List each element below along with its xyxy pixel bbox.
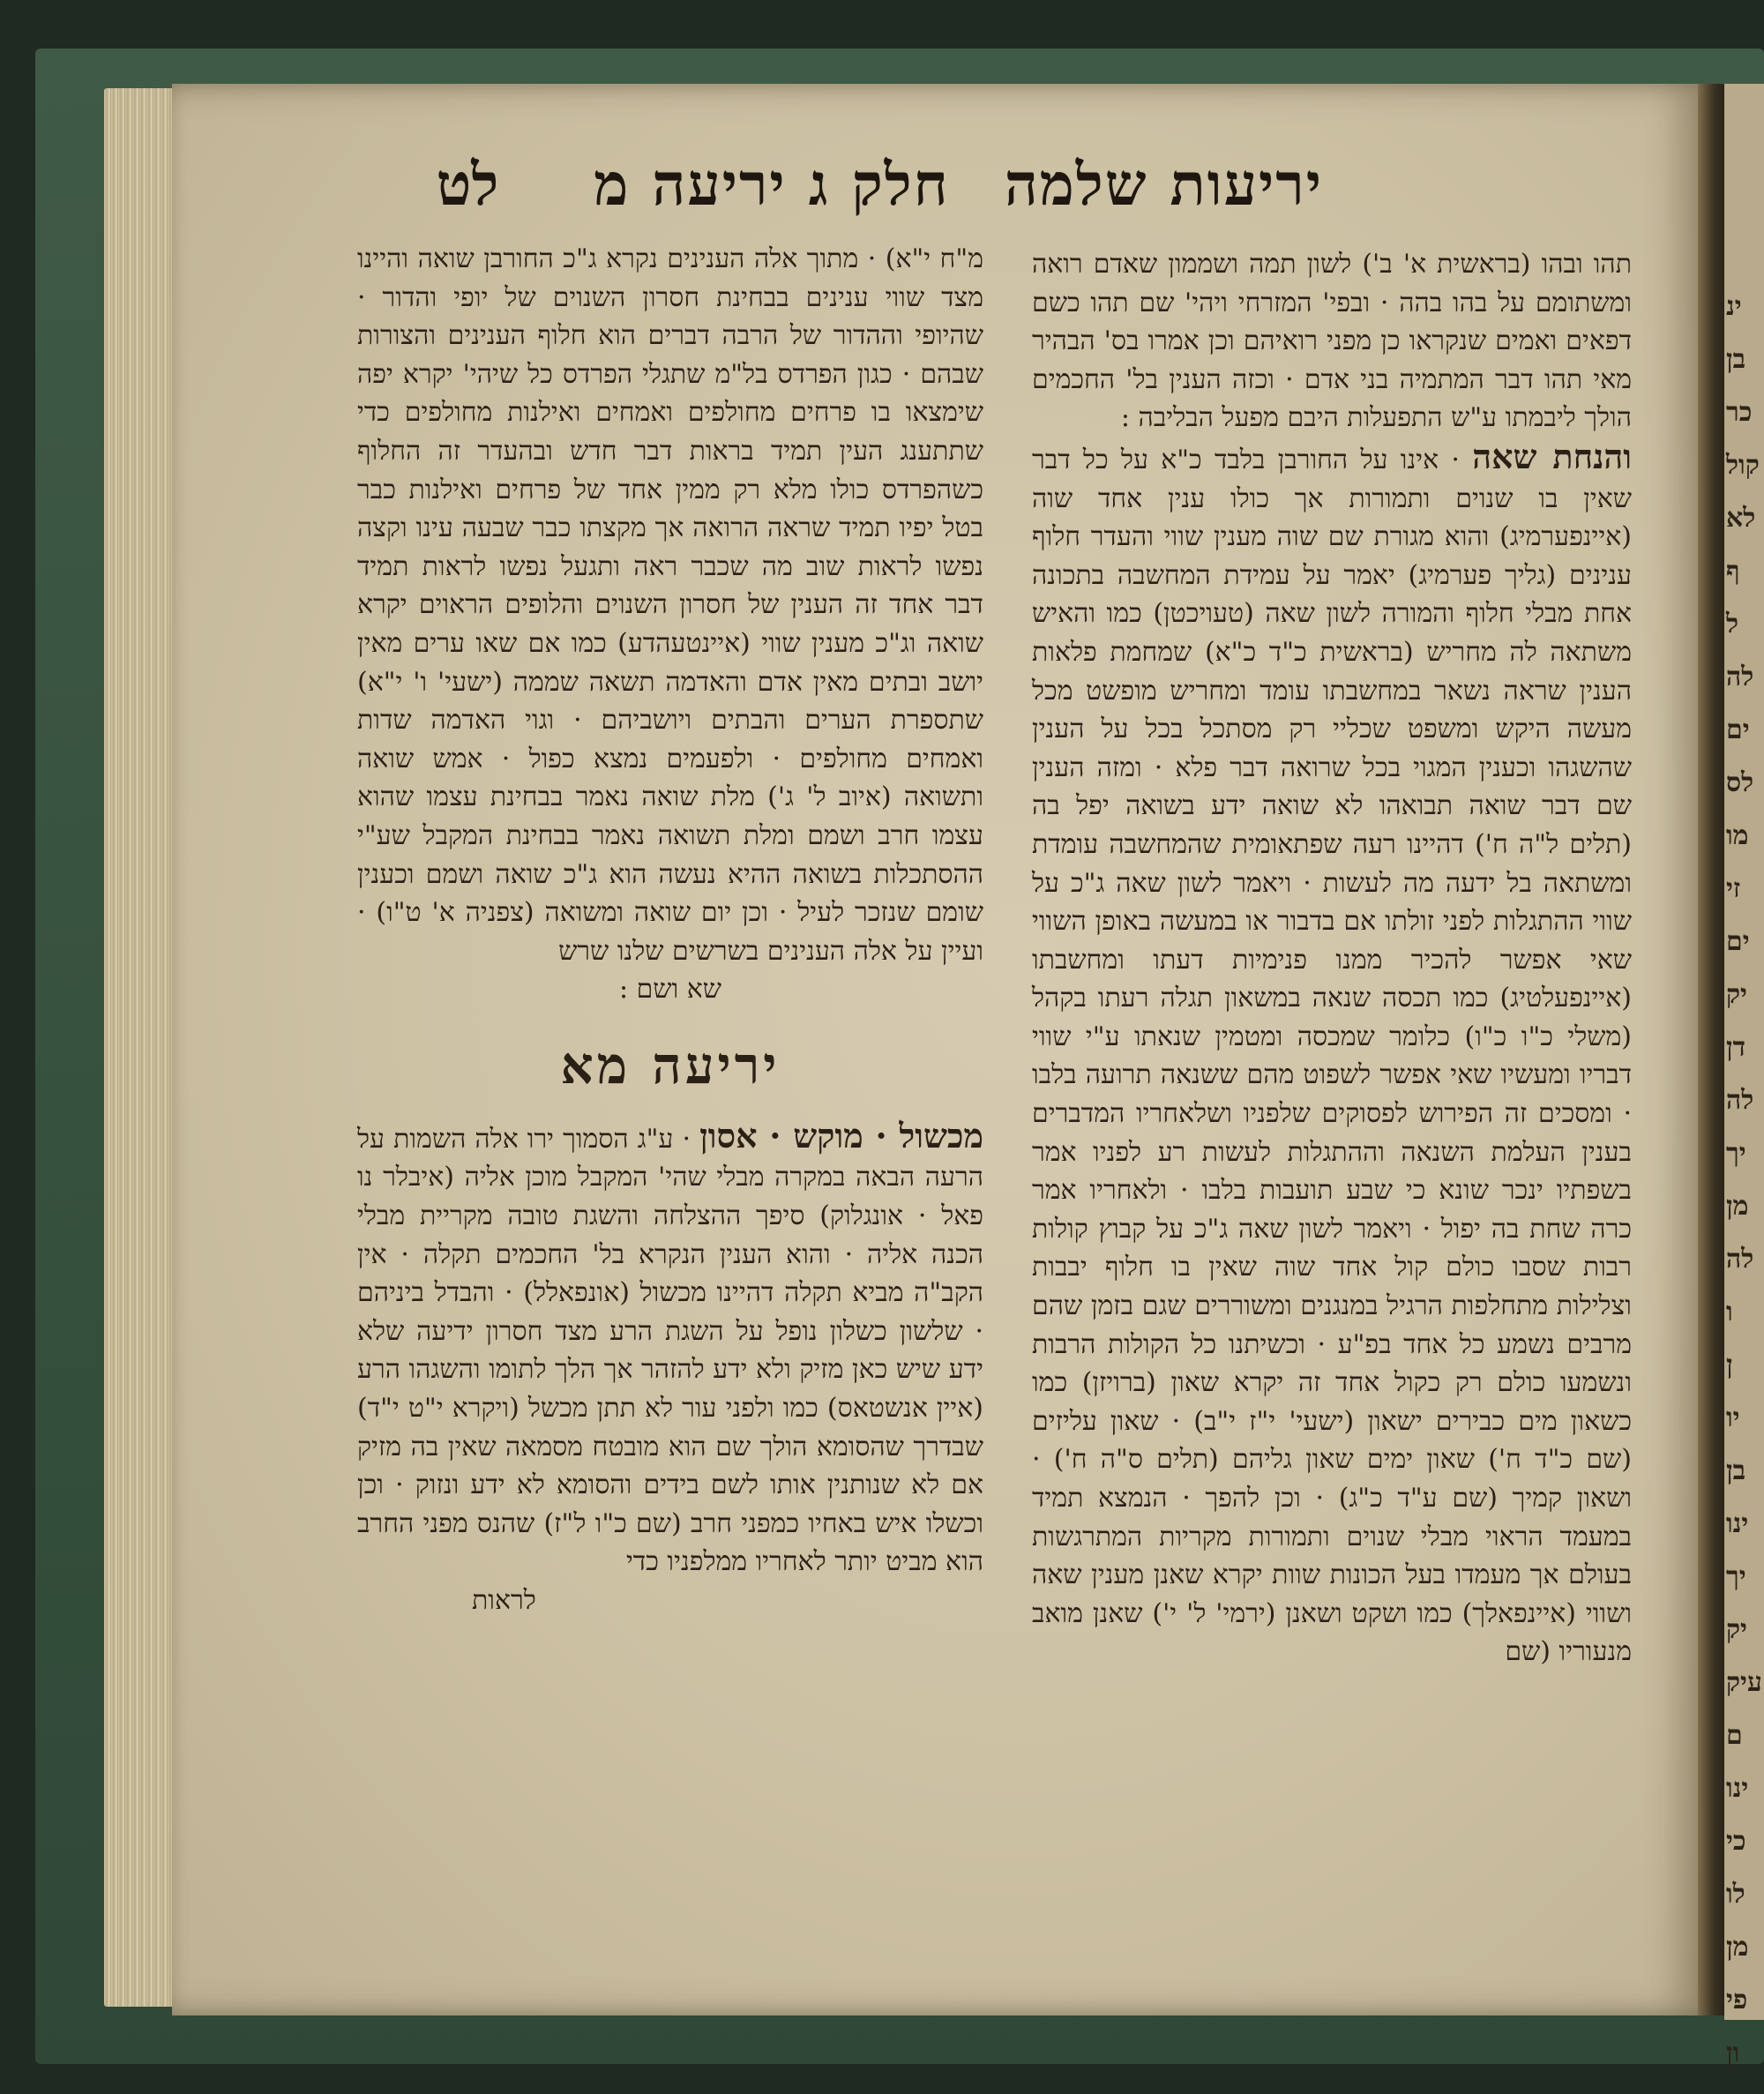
paragraph-text: · ע"ג הסמוך ירו אלה השמות על הרעה הבאה במקרה מבלי שהי' המקבל מוכן אליה (איבלר נו פאל · אונגלוק) סיפך ההצלחה והשגת טובה מקריית מבלי הכנה אליה · והוא הענין הנקרא בל' החכמים תקלה · אין הקב"ה מביא תקלה דהיינו מכשול (אונפאלל) · והבדל ביניהם · שלשון כשלון נופל על השגת הרע מצד חסרון ידיעה שלא ידע שיש כאן מזיק ולא ידע להזהר אך הלך לתומו והשגהו הרע (איין אנשטאס) כמו ולפני עור לא תתן מכשל (ויקרא י"ט י"ד) שבדרך שהסומא הולך שם הוא מובטח מסמאה שאין בה מזיק אם לא שנותנין אותו לשם בידים והסומא לא ידע ונזוק · וכן וכשלו איש באחיו כמפני חרב (שם כ"ו ל"ז) שהנס מפני החרב הוא מביט יותר לאחריו ממלפניו כדי xyxy=(357,1123,983,1578)
facing-page-fragment: ם xyxy=(1726,1720,1743,1751)
text-paragraph xyxy=(1032,437,1632,1671)
facing-page-fragment: יק xyxy=(1726,1614,1747,1645)
entry-headword: מכשול · מוקש · אסון xyxy=(699,1115,984,1155)
page-number: לט xyxy=(436,150,499,219)
facing-page-fragment: ו xyxy=(1726,1297,1733,1327)
facing-page-fragment: פי xyxy=(1726,1985,1748,2015)
facing-page-fragment: יו xyxy=(1726,1402,1740,1433)
facing-page-fragment: ינו xyxy=(1726,1773,1749,1804)
book-gutter xyxy=(1698,84,1724,2015)
facing-page-fragment: עיק xyxy=(1726,1667,1762,1698)
facing-page-fragment: לס xyxy=(1726,767,1754,798)
facing-page-fragment: ון xyxy=(1726,2038,1740,2068)
facing-page-fragment: כר xyxy=(1726,397,1753,428)
section-title: חלק ג יריעה מ xyxy=(594,150,950,219)
section-heading: יריעה מא xyxy=(560,1035,781,1096)
facing-page-fragment: לא xyxy=(1726,503,1756,534)
text-paragraph xyxy=(357,1582,983,1620)
facing-page-fragment: לו xyxy=(1726,1879,1745,1910)
paragraph-text: תהו ובהו (בראשית א' ב') לשון תמה ושממון שאדם רואה ומשתומם על בהו בהה · ובפי' המזרחי ויהי' שם תהו כשם דפאים ואמים שנקראו כן מפני רואיהם וכן אמרו בס' הבהיר מאי תהו דבר המתמיה בני אדם · וכזה הענין בל' החכמים הולך ליבמתו ע"ש התפעלות היבם מפעל הבליבה : xyxy=(1032,249,1632,434)
facing-page-fragment: ף xyxy=(1726,556,1740,587)
facing-page-fragment: לה xyxy=(1726,1244,1754,1275)
paragraph-text: לראות xyxy=(472,1585,536,1616)
facing-page-fragment: יך xyxy=(1726,1138,1746,1169)
facing-page-fragment: זי xyxy=(1726,873,1741,904)
facing-page-fragment: יק xyxy=(1726,979,1747,1010)
facing-page-fragment: בן xyxy=(1726,1455,1746,1486)
text-paragraph xyxy=(357,240,983,970)
facing-page-fragment: לה xyxy=(1726,1085,1754,1116)
page-edges xyxy=(104,88,176,2007)
book-title: יריעות שלמה xyxy=(1004,150,1323,219)
facing-page-fragment: ל xyxy=(1726,609,1739,639)
text-paragraph xyxy=(357,1117,983,1582)
facing-page-fragment: בן xyxy=(1726,344,1746,375)
paragraph-text: שא ושם : xyxy=(618,974,722,1006)
facing-page-fragment: מן xyxy=(1726,1932,1749,1963)
facing-page-fragment: כי xyxy=(1726,1826,1746,1857)
facing-page-fragment: מן xyxy=(1726,1191,1749,1222)
facing-page-fragment: מו xyxy=(1726,820,1749,851)
facing-page-fragment: קול xyxy=(1726,450,1760,481)
text-paragraph xyxy=(357,970,983,1009)
facing-page-fragment: ינ xyxy=(1726,291,1742,322)
facing-page-edge xyxy=(1724,84,1764,2068)
right-column xyxy=(1032,245,1632,1671)
facing-page-fragment: ן xyxy=(1726,1350,1733,1380)
facing-page-fragment: ים xyxy=(1726,926,1750,957)
facing-page-fragment: דן xyxy=(1726,1032,1746,1063)
left-column xyxy=(357,240,983,1620)
facing-page-fragment: ים xyxy=(1726,714,1750,745)
text-paragraph xyxy=(1032,245,1632,437)
facing-page-fragment: יך xyxy=(1726,1561,1746,1592)
paragraph-text: מ"ח י"א) · מתוך אלה הענינים נקרא ג"כ החורבן שואה והיינו מצד שווי ענינים בבחינת חסרון השנוים של יופי והדור · שהיופי וההדור של הרבה דברים הוא חלוף הענינים והצורות שבהם · כגון הפרדס בל"מ שתגלי הפרדס כל שיהי' יקרא יפה שימצאו בו פרחים מחולפים ואמחים ואילנות מחולפים כדי שתתענג העין תמיד בראות דבר חדש ובהעדר זה החלוף כשהפרדס כולו מלא רק ממין אחד של פרחים ואילנות כבר בטל יפיו תמיד שראה הרואה אך מקצתו כבר שבעה עינו וקצה נפשו לראות שוב מה שכבר ראה ותגעל נפשו לראות תמיד דבר אחד זה הענין של חסרון השנוים והלופים הראוים יקרא שואה וג"כ מענין שווי (איינטעהדע) כמו אם שאו ערים מאין יושב ובתים מאין אדם והאדמה תשאה שממה (ישעי' ו' י"א) שתספרת הערים והבתים ויושביהם · וגוי האדמה שדות ואמחים מחולפים · ולפעמים נמצא כפול · אמש שואה ותשואה (איוב ל' ג') מלת שואה נאמר בבחינת עצמו שהוא עצמו חרב ושמם ומלת תשואה נאמר בבחינת המקבל שע"י ההסתכלות בשואה ההיא נעשה הוא ג"כ שואה ושמם וכענין שומם שנזכר לעיל · וכן יום שואה ומשואה (צפניה א' ט"ו) · ועיין על אלה הענינים בשרשים שלנו שרש xyxy=(357,243,983,967)
paragraph-text: · אינו על החורבן בלבד כ"א על כל דבר שאין בו שנוים ותמורות אך כולו ענין אחד שוה (איינפערמיג) והוא מגורת שם שוה מענין שווי והעדר חלוף ענינים (גליך פערמיג) יאמר על עמידת המחשבה בתכונה אחת מבלי חלוף והמורה לשון שאה (טעויכטן) כמו והאיש משתאה לה מחריש (בראשית כ"ד כ"א) שמחמת פלאות הענין שראה נשאר במחשבתו עומד ומחריש מופשט מכל מעשה היקש ומשפט שכליי רק מסתכל בכל על הענין שהשגהו וכענין המגוי בכל שרואה דבר פלא · ומזה הענין שם דבר שואה תבואהו לא שואה ידע בשואה יפל בה (תלים ל"ה ח') דהיינו רעה שפתאומית שהמחשבה עומדת ומשתאה בל ידעה מה לעשות · ויאמר לשון שאה ג"כ על שווי ההתגלות לפני זולתו אם בדבור או במעשה באופן השווי שאי אפשר להכיר ממנו פנימיות דעתו ומחשבתו (איינפעלטיג) כמו תכסה שנאה במשאון תגלה רעתו בקהל (משלי כ"ו כ"ו) כלומר שמכסה ומטמין שנאתו ע"י שווי דבריו ומעשיו שאי אפשר לשפוט מהם ששנאה תרועה בלבו · ומסכים זה הפירוש לפסוקים שלפניו ושלאחריו המדברים בענין העלמת השנאה וההתגלות לעשות רע לפניו אמר בשפתיו ינכר שונא כי שבע תועבות בלבו · ולאחריו אמר כרה שחת בה יפול · ויאמר לשון שאה ג"כ על קבוץ קולות רבות שסבו כולם קול אחד שוה שאין בו חלוף יבבות וצלילות מתחלפות הרגיל במנגנים ומשוררים שגם בזמן שהם מרבים נשמע כל אחד בפ"ע · וכשיתנו כל הקולות הרבות ונשמעו כולם רק כקול אחד זה יקרא שאון (ברויזן) כמו כשאון מים כבירים ישאון (ישעי' י"ז י"ב) · שאון עליזים (שם כ"ד ח') שאון ימים שאון גליהם (תלים ס"ה ח') · ושאון קמיך (שם ע"ד כ"ג) · וכן להפך · הנמצא תמיד במעמד הראוי מבלי שנוים ותמורות מקריות המתרגשות בעולם אך מעמדו בעל הכונות שוות יקרא שאנן מענין שאה ושווי (איינפאלך) כמו ושקט ושאנן (ירמי' ל' י') שאנן מואב מנעוריו (שם xyxy=(1032,444,1632,1668)
entry-headword: והנחת שאה xyxy=(1472,436,1633,476)
facing-page-fragment: לה xyxy=(1726,662,1754,692)
facing-page-fragment: ינו xyxy=(1726,1508,1749,1539)
